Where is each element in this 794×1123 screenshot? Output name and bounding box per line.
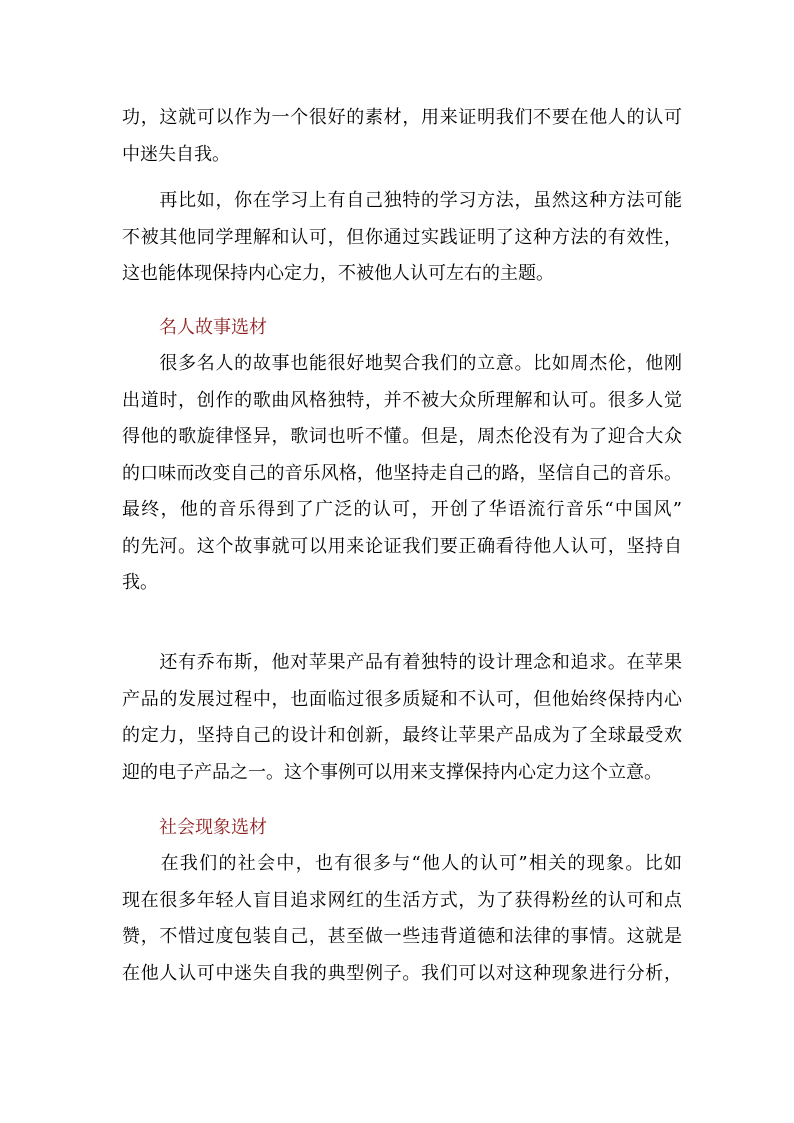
text-line: 的先河。这个故事就可以用来论证我们要正确看待他人认可，坚持自 [122, 535, 682, 557]
text-line: 最终，他的音乐得到了广泛的认可，开创了华语流行音乐“中国风” [122, 499, 682, 520]
text-line: 这也能体现保持内心定力，不被他人认可左右的主题。 [122, 263, 554, 284]
text-line: 得他的歌旋律怪异，歌词也听不懂。但是，周杰伦没有为了迎合大众 [122, 426, 682, 447]
paragraph-4 [122, 645, 682, 791]
section-heading-celebrity: 名人故事选材 [159, 317, 267, 338]
paragraph-2 [122, 183, 682, 293]
text-line: 赞，不惜过度包装自己，甚至做一些违背道德和法律的事情。这就是 [122, 926, 682, 947]
text-line: 功，这就可以作为一个很好的素材，用来证明我们不要在他人的认可 [122, 107, 682, 128]
paragraph-1 [122, 100, 682, 173]
text-line: 在我们的社会中，也有很多与“他人的认可”相关的现象。比如 [122, 853, 682, 874]
text-line: 我。 [122, 572, 158, 593]
text-line: 产品的发展过程中，也面临过很多质疑和不认可，但他始终保持内心 [122, 688, 682, 710]
paragraph-5 [122, 846, 682, 992]
section-heading-society: 社会现象选材 [159, 817, 267, 838]
text-line: 不被其他同学理解和认可，但你通过实践证明了这种方法的有效性， [122, 226, 682, 248]
text-line: 还有乔布斯，他对苹果产品有着独特的设计理念和追求。在苹果 [122, 652, 682, 673]
text-line: 再比如，你在学习上有自己独特的学习方法，虽然这种方法可能 [122, 190, 682, 211]
text-line: 现在很多年轻人盲目追求网红的生活方式，为了获得粉丝的认可和点 [122, 889, 682, 911]
text-line: 的定力，坚持自己的设计和创新，最终让苹果产品成为了全球最受欢 [122, 725, 682, 746]
text-line: 很多名人的故事也能很好地契合我们的立意。比如周杰伦，他刚 [122, 353, 682, 374]
text-line: 中迷失自我。 [122, 143, 230, 165]
paragraph-3 [122, 346, 682, 602]
text-line: 迎的电子产品之一。这个事例可以用来支撑保持内心定力这个立意。 [122, 761, 662, 783]
text-line: 的口味而改变自己的音乐风格，他坚持走自己的路，坚信自己的音乐。 [122, 462, 682, 484]
text-line: 出道时，创作的歌曲风格独特，并不被大众所理解和认可。很多人觉 [122, 389, 682, 411]
text-line: 在他人认可中迷失自我的典型例子。我们可以对这种现象进行分析， [122, 962, 682, 984]
